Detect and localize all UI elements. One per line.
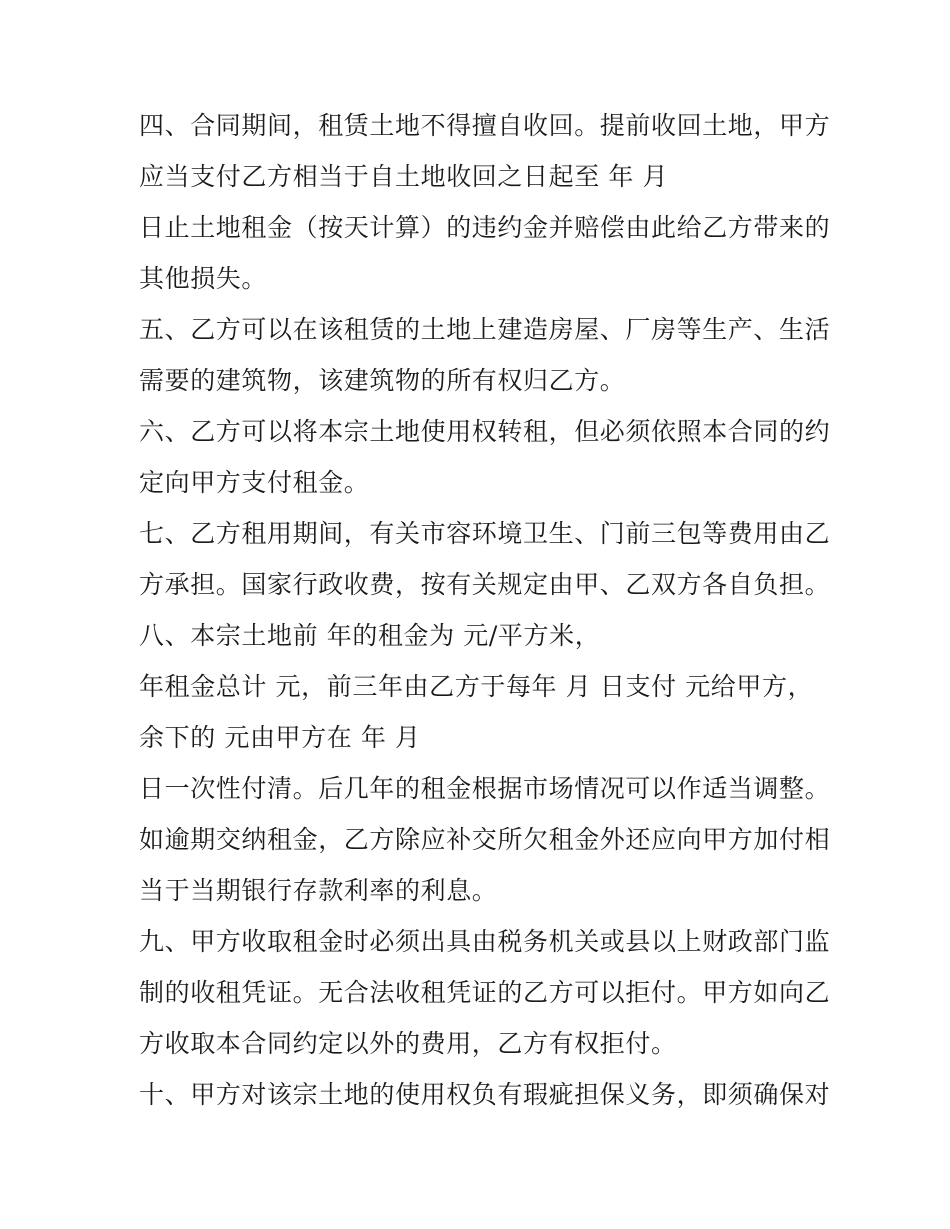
contract-text: [139, 100, 839, 1120]
text-line: 如逾期交纳租金，乙方除应补交所欠租金外还应向甲方加付相: [139, 825, 831, 854]
text-line: 需要的建筑物，该建筑物的所有权归乙方。: [139, 366, 626, 395]
text-line: 应当支付乙方相当于自土地收回之日起至 年 月: [139, 162, 669, 191]
text-line: 其他损失。: [139, 264, 268, 293]
text-line: 日一次性付清。后几年的租金根据市场情况可以作适当调整。: [139, 774, 831, 803]
text-line: 十、甲方对该宗土地的使用权负有瑕疵担保义务，即须确保对: [139, 1080, 831, 1109]
text-line: 当于当期银行存款利率的利息。: [139, 876, 498, 905]
text-line: 方承担。国家行政收费，按有关规定由甲、乙双方各自负担。: [139, 570, 831, 599]
text-line: 九、甲方收取租金时必须出具由税务机关或县以上财政部门监: [139, 927, 831, 956]
text-line: 方收取本合同约定以外的费用，乙方有权拒付。: [139, 1029, 677, 1058]
text-line: 日止土地租金（按天计算）的违约金并赔偿由此给乙方带来的: [139, 213, 831, 242]
text-line: 六、乙方可以将本宗土地使用权转租，但必须依照本合同的约: [139, 417, 831, 446]
text-line: 制的收租凭证。无合法收租凭证的乙方可以拒付。甲方如向乙: [139, 978, 831, 1007]
text-line: 定向甲方支付租金。: [139, 468, 370, 497]
text-line: 年租金总计 元，前三年由乙方于每年 月 日支付 元给甲方，: [139, 672, 814, 701]
text-line: 八、本宗土地前 年的租金为 元/平方米，: [139, 621, 601, 650]
text-line: 四、合同期间，租赁土地不得擅自收回。提前收回土地，甲方: [139, 111, 831, 140]
text-line: 七、乙方租用期间，有关市容环境卫生、门前三包等费用由乙: [139, 519, 831, 548]
text-line: 五、乙方可以在该租赁的土地上建造房屋、厂房等生产、生活: [139, 315, 831, 344]
text-line: 余下的 元由甲方在 年 月: [139, 723, 421, 752]
